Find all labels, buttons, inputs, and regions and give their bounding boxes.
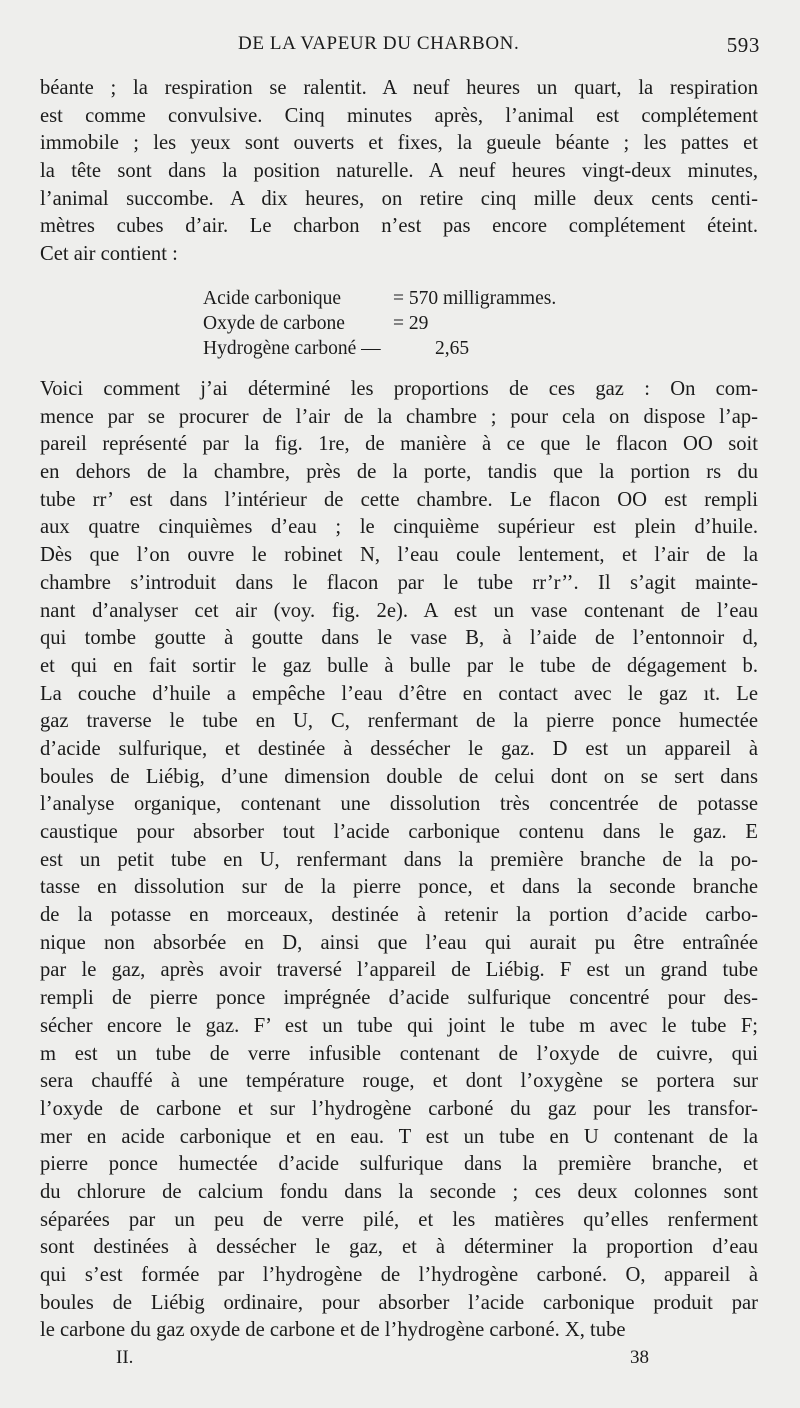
paragraph-method-line: La couche d’huile a empêche l’eau d’être en contact avec le gaz ıt. Le — [40, 682, 758, 705]
gas-name: Oxyde de carbone — [203, 313, 345, 334]
signature-mark: 38 — [630, 1347, 649, 1368]
paragraph-method-line: sera chauffé à une température rouge, et dont l’oxygène se portera sur — [40, 1070, 758, 1093]
paragraph-intro-line: immobile ; les yeux sont ouverts et fixes, la gueule béante ; les pattes et — [40, 132, 758, 155]
paragraph-intro-line: est comme convulsive. Cinq minutes après, l’animal est complétement — [40, 104, 758, 127]
gas-name: Hydrogène carboné — — [203, 338, 381, 359]
paragraph-method-line: du chlorure de calcium fondu dans la seconde ; ces deux colonnes sont — [40, 1180, 758, 1203]
paragraph-intro-line: la tête sont dans la position naturelle. A neuf heures vingt-deux minutes, — [40, 160, 758, 183]
paragraph-method-line: tasse en dissolution sur de la pierre ponce, et dans la seconde branche — [40, 876, 758, 899]
paragraph-method-line: sont destinées à dessécher le gaz, et à déterminer la proportion d’eau — [40, 1236, 758, 1259]
running-header — [40, 33, 760, 65]
paragraph-method-line: qui tombe goutte à goutte dans le vase B, à l’aide de l’entonnoir d, — [40, 627, 758, 650]
paragraph-intro — [40, 75, 758, 269]
paragraph-method-line: par le gaz, après avoir traversé l’appareil de Liébig. F est un grand tube — [40, 959, 758, 982]
paragraph-method-line: gaz traverse le tube en U, C, renfermant de la pierre ponce humectée — [40, 710, 758, 733]
paragraph-method-line: caustique pour absorber tout l’acide carbonique contenu dans le gaz. E — [40, 821, 758, 843]
paragraph-method-line: de la potasse en morceaux, destinée à retenir la portion d’acide carbo- — [40, 904, 758, 927]
paragraph-intro-line: Cet air contient : — [40, 243, 178, 266]
paragraph-method-line: pierre ponce humectée d’acide sulfurique dans la première branche, et — [40, 1153, 758, 1176]
paragraph-method-line: séparées par un peu de verre pilé, et les matières qu’elles renferment — [40, 1208, 758, 1231]
paragraph-method-line: et qui en fait sortir le gaz bulle à bulle par le tube de dégagement b. — [40, 654, 758, 677]
paragraph-intro-line: l’animal succombe. A dix heures, on retire cinq mille deux cents centi- — [40, 187, 758, 210]
paragraph-intro-line: béante ; la respiration se ralentit. A neuf heures un quart, la respiration — [40, 77, 758, 99]
gas-value: = 29 — [393, 313, 429, 334]
paragraph-method-line: chambre s’introduit dans le flacon par le tube rr’r’’. Il s’agit mainte- — [40, 571, 758, 594]
page-footer — [40, 1347, 760, 1377]
paragraph-method-line: qui s’est formée par l’hydrogène de l’hydrogène carboné. O, appareil à — [40, 1264, 758, 1286]
paragraph-method-line: pareil représenté par la fig. 1re, de manière à ce que le flacon OO soit — [40, 433, 758, 456]
paragraph-method-line: l’oxyde de carbone et sur l’hydrogène carboné du gaz pour les transfor- — [40, 1097, 758, 1120]
paragraph-method-line: en dehors de la chambre, près de la porte, tandis que la portion rs du — [40, 461, 758, 484]
paragraph-method-line: Dès que l’on ouvre le robinet N, l’eau coule lentement, et l’air de la — [40, 544, 758, 567]
paragraph-intro-line: mètres cubes d’air. Le charbon n’est pas encore complétement éteint. — [40, 215, 758, 238]
paragraph-method-line: d’acide sulfurique, et destinée à dessécher le gaz. D est un appareil à — [40, 737, 758, 760]
paragraph-method-line: Voici comment j’ai déterminé les proportions de ces gaz : On com- — [40, 378, 758, 400]
paragraph-method-line: m est un tube de verre infusible contenant de l’oxyde de cuivre, qui — [40, 1042, 758, 1065]
volume-number: II. — [116, 1347, 134, 1368]
paragraph-method-line: boules de Liébig ordinaire, pour absorber l’acide carbonique produit par — [40, 1291, 758, 1314]
gas-value: 2,65 — [435, 338, 470, 359]
paragraph-method-line: rempli de pierre ponce imprégnée d’acide sulfurique concentré pour des- — [40, 987, 758, 1010]
paragraph-method-line: le carbone du gaz oxyde de carbone et de l’hydrogène carboné. X, tube — [40, 1319, 626, 1342]
paragraph-method-line: sécher encore le gaz. F’ est un tube qui joint le tube m avec le tube F; — [40, 1014, 758, 1037]
paragraph-method-line: est un petit tube en U, renfermant dans la première branche de la po- — [40, 848, 758, 871]
paragraph-method — [40, 376, 758, 1345]
paragraph-method-line: nique non absorbée en D, ainsi que l’eau qui aurait pu être entraînée — [40, 931, 758, 954]
paragraph-method-line: l’analyse organique, contenant une dissolution très concentrée de potasse — [40, 793, 758, 816]
gas-name: Acide carbonique — [203, 288, 342, 309]
paragraph-method-line: nant d’analyser cet air (voy. fig. 2e). A est un vase contenant de l’eau — [40, 599, 758, 622]
running-title: DE LA VAPEUR DU CHARBON. — [238, 33, 520, 54]
paragraph-method-line: tube rr’ est dans l’intérieur de cette chambre. Le flacon OO est rempli — [40, 488, 758, 511]
paragraph-method-line: mence par se procurer de l’air de la chambre ; pour cela on dispose l’ap- — [40, 405, 758, 428]
paragraph-method-line: boules de Liébig, d’une dimension double de celui dont on se sert dans — [40, 765, 758, 788]
paragraph-method-line: aux quatre cinquièmes d’eau ; le cinquième supérieur est plein d’huile. — [40, 516, 758, 539]
page-number: 593 — [726, 33, 760, 57]
gas-value: = 570 milligrammes. — [393, 288, 557, 309]
paragraph-method-line: mer en acide carbonique et en eau. T est un tube en U contenant de la — [40, 1125, 758, 1148]
